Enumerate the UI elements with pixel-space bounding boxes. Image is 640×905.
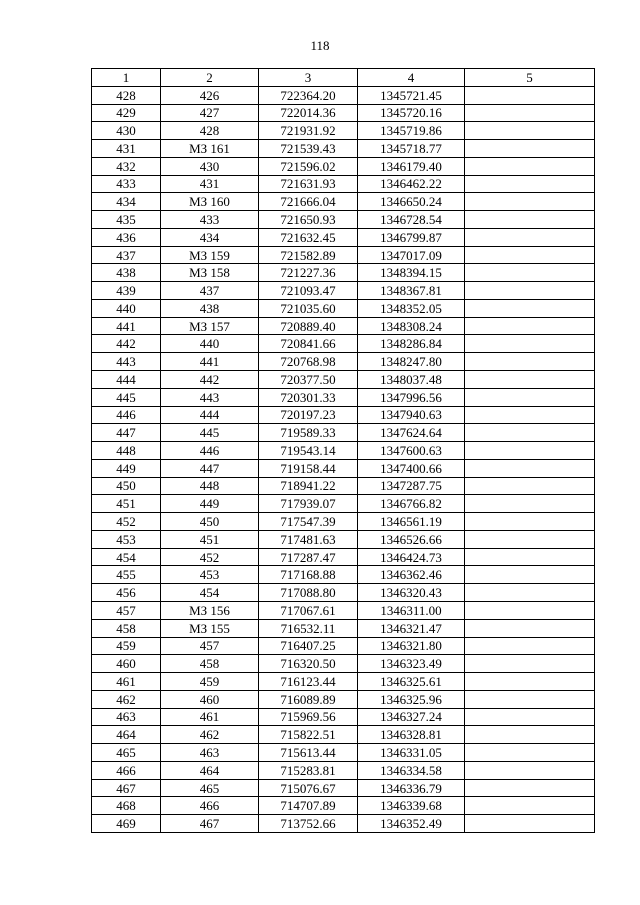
table-cell-col-5 [465,86,595,104]
header-cell-1: 1 [92,69,161,87]
table-cell-col-5 [465,548,595,566]
table-cell-col-4: 1346352.49 [358,815,465,833]
table-cell-col-2: 464 [161,761,259,779]
table-cell-col-3: 713752.66 [259,815,358,833]
table-row [92,548,595,566]
table-cell-col-5 [465,122,595,140]
table-cell-col-2: 443 [161,388,259,406]
table-cell-col-3: 720768.98 [259,353,358,371]
table-cell-col-2: 463 [161,744,259,762]
table-cell-col-3: 721093.47 [259,282,358,300]
table-body [92,86,595,832]
table-cell-col-2: 430 [161,157,259,175]
table-cell-col-1: 441 [92,317,161,335]
table-cell-col-4: 1346650.24 [358,193,465,211]
table-cell-col-3: 722364.20 [259,86,358,104]
page-number: 118 [310,38,330,53]
table-row [92,459,595,477]
table-row [92,193,595,211]
table-cell-col-3: 721596.02 [259,157,358,175]
table-cell-col-3: 715076.67 [259,779,358,797]
table-row [92,86,595,104]
table-cell-col-3: 721632.45 [259,228,358,246]
table-cell-col-1: 431 [92,140,161,158]
table-cell-col-4: 1348247.80 [358,353,465,371]
table-cell-col-5 [465,299,595,317]
table-row [92,655,595,673]
table-cell-col-4: 1347017.09 [358,246,465,264]
table-cell-col-4: 1346336.79 [358,779,465,797]
table-row [92,744,595,762]
table-cell-col-5 [465,815,595,833]
table-cell-col-3: 720841.66 [259,335,358,353]
table-cell-col-1: 439 [92,282,161,300]
header-cell-3: 3 [259,69,358,87]
table-cell-col-3: 717287.47 [259,548,358,566]
table-cell-col-4: 1347287.75 [358,477,465,495]
table-cell-col-1: 455 [92,566,161,584]
table-cell-col-4: 1346334.58 [358,761,465,779]
table-cell-col-1: 460 [92,655,161,673]
table-cell-col-3: 716089.89 [259,690,358,708]
table-cell-col-4: 1348037.48 [358,371,465,389]
table-cell-col-3: 720197.23 [259,406,358,424]
table-cell-col-3: 721666.04 [259,193,358,211]
table-cell-col-1: 435 [92,211,161,229]
table-cell-col-2: 447 [161,459,259,477]
table-cell-col-4: 1346728.54 [358,211,465,229]
table-cell-col-2: 465 [161,779,259,797]
table-row [92,388,595,406]
table-cell-col-3: 719543.14 [259,442,358,460]
table-cell-col-3: 721539.43 [259,140,358,158]
table-cell-col-2: 442 [161,371,259,389]
table-cell-col-4: 1346321.80 [358,637,465,655]
table-cell-col-2: МЗ 159 [161,246,259,264]
table-cell-col-3: 717481.63 [259,530,358,548]
table-cell-col-1: 453 [92,530,161,548]
table-cell-col-4: 1346321.47 [358,619,465,637]
table-cell-col-2: 428 [161,122,259,140]
table-cell-col-5 [465,228,595,246]
table-cell-col-3: 717547.39 [259,513,358,531]
table-cell-col-4: 1345719.86 [358,122,465,140]
table-row [92,104,595,122]
table-cell-col-2: 426 [161,86,259,104]
table-cell-col-2: 460 [161,690,259,708]
table-cell-col-2: 433 [161,211,259,229]
table-cell-col-1: 446 [92,406,161,424]
table-cell-col-3: 719158.44 [259,459,358,477]
table-row [92,353,595,371]
table-cell-col-5 [465,495,595,513]
table-cell-col-5 [465,655,595,673]
table-cell-col-5 [465,477,595,495]
table-cell-col-5 [465,193,595,211]
table-cell-col-5 [465,761,595,779]
table-cell-col-3: 717939.07 [259,495,358,513]
table-cell-col-4: 1347940.63 [358,406,465,424]
table-cell-col-2: 454 [161,584,259,602]
table-cell-col-4: 1346462.22 [358,175,465,193]
table-cell-col-2: 446 [161,442,259,460]
table-cell-col-4: 1346179.40 [358,157,465,175]
table-row [92,299,595,317]
table-row [92,495,595,513]
table-cell-col-3: 715822.51 [259,726,358,744]
table-cell-col-2: МЗ 160 [161,193,259,211]
table-cell-col-1: 461 [92,673,161,691]
table-cell-col-1: 466 [92,761,161,779]
table-row [92,442,595,460]
table-cell-col-3: 719589.33 [259,424,358,442]
table-row [92,371,595,389]
table-cell-col-5 [465,264,595,282]
table-cell-col-3: 716407.25 [259,637,358,655]
table-cell-col-5 [465,388,595,406]
table-cell-col-1: 434 [92,193,161,211]
table-row [92,761,595,779]
table-row [92,566,595,584]
table-cell-col-1: 432 [92,157,161,175]
table-cell-col-3: 715969.56 [259,708,358,726]
table-cell-col-5 [465,246,595,264]
table-row [92,779,595,797]
table-cell-col-2: МЗ 156 [161,601,259,619]
table-row [92,815,595,833]
table-row [92,122,595,140]
table-cell-col-4: 1348352.05 [358,299,465,317]
table-row [92,673,595,691]
table-cell-col-4: 1348308.24 [358,317,465,335]
table-cell-col-1: 436 [92,228,161,246]
table-cell-col-2: 457 [161,637,259,655]
table-cell-col-4: 1346424.73 [358,548,465,566]
table-cell-col-4: 1346328.81 [358,726,465,744]
table-cell-col-3: 717067.61 [259,601,358,619]
table-cell-col-2: 466 [161,797,259,815]
table-cell-col-4: 1346331.05 [358,744,465,762]
table-cell-col-2: 444 [161,406,259,424]
table-cell-col-2: 448 [161,477,259,495]
table-cell-col-5 [465,211,595,229]
table-row [92,140,595,158]
table-cell-col-1: 454 [92,548,161,566]
table-cell-col-1: 447 [92,424,161,442]
table-row [92,637,595,655]
table-cell-col-5 [465,566,595,584]
table-cell-col-3: 715283.81 [259,761,358,779]
table-row [92,513,595,531]
coordinates-table [91,68,595,833]
table-cell-col-3: 717168.88 [259,566,358,584]
table-cell-col-5 [465,353,595,371]
table-row [92,282,595,300]
table-cell-col-2: МЗ 158 [161,264,259,282]
table-cell-col-5 [465,459,595,477]
table-cell-col-2: 438 [161,299,259,317]
table-cell-col-5 [465,744,595,762]
table-row [92,708,595,726]
table-cell-col-5 [465,584,595,602]
table-cell-col-5 [465,779,595,797]
table-row [92,601,595,619]
table-cell-col-2: 467 [161,815,259,833]
table-cell-col-2: 449 [161,495,259,513]
table-row [92,317,595,335]
table-cell-col-1: 452 [92,513,161,531]
header-row [92,69,595,87]
table-cell-col-3: 720301.33 [259,388,358,406]
table-cell-col-4: 1347400.66 [358,459,465,477]
table-cell-col-5 [465,530,595,548]
table-cell-col-4: 1346327.24 [358,708,465,726]
table-cell-col-4: 1345720.16 [358,104,465,122]
table-cell-col-5 [465,140,595,158]
table-cell-col-5 [465,104,595,122]
table-cell-col-5 [465,619,595,637]
table-cell-col-1: 459 [92,637,161,655]
table-cell-col-5 [465,371,595,389]
table-cell-col-4: 1346766.82 [358,495,465,513]
table-cell-col-2: МЗ 155 [161,619,259,637]
table-cell-col-3: 721582.89 [259,246,358,264]
table-cell-col-1: 469 [92,815,161,833]
table-cell-col-2: МЗ 157 [161,317,259,335]
table-cell-col-4: 1348286.84 [358,335,465,353]
table-cell-col-3: 715613.44 [259,744,358,762]
table-cell-col-5 [465,673,595,691]
table-cell-col-4: 1347996.56 [358,388,465,406]
table-cell-col-4: 1346799.87 [358,228,465,246]
table-row [92,797,595,815]
table-row [92,690,595,708]
table-cell-col-5 [465,690,595,708]
table-row [92,228,595,246]
table-cell-col-1: 443 [92,353,161,371]
table-cell-col-1: 437 [92,246,161,264]
table-cell-col-1: 442 [92,335,161,353]
table-cell-col-2: 458 [161,655,259,673]
table-cell-col-5 [465,175,595,193]
table-cell-col-3: 721650.93 [259,211,358,229]
table-cell-col-4: 1346323.49 [358,655,465,673]
table-cell-col-1: 448 [92,442,161,460]
table-cell-col-4: 1346339.68 [358,797,465,815]
table-row [92,619,595,637]
table-row [92,530,595,548]
table-cell-col-4: 1346325.61 [358,673,465,691]
table-cell-col-2: 462 [161,726,259,744]
table-cell-col-2: 445 [161,424,259,442]
table-cell-col-5 [465,797,595,815]
table-row [92,246,595,264]
table-cell-col-3: 718941.22 [259,477,358,495]
table-cell-col-4: 1345721.45 [358,86,465,104]
table-cell-col-2: 434 [161,228,259,246]
table-cell-col-5 [465,513,595,531]
table-cell-col-2: МЗ 161 [161,140,259,158]
table-cell-col-2: 459 [161,673,259,691]
table-cell-col-5 [465,442,595,460]
table-row [92,175,595,193]
table-cell-col-1: 457 [92,601,161,619]
table-cell-col-5 [465,424,595,442]
table-cell-col-5 [465,601,595,619]
table-cell-col-4: 1346526.66 [358,530,465,548]
table-cell-col-5 [465,708,595,726]
table-cell-col-4: 1348394.15 [358,264,465,282]
table-cell-col-1: 440 [92,299,161,317]
table-cell-col-1: 430 [92,122,161,140]
table-row [92,157,595,175]
table-row [92,477,595,495]
table-cell-col-1: 438 [92,264,161,282]
table-cell-col-3: 721631.93 [259,175,358,193]
table-cell-col-1: 444 [92,371,161,389]
table-cell-col-1: 449 [92,459,161,477]
table-cell-col-5 [465,406,595,424]
table-cell-col-2: 452 [161,548,259,566]
table-cell-col-5 [465,335,595,353]
table-cell-col-2: 441 [161,353,259,371]
table-cell-col-2: 461 [161,708,259,726]
table-cell-col-2: 440 [161,335,259,353]
table-cell-col-3: 721035.60 [259,299,358,317]
table-cell-col-4: 1348367.81 [358,282,465,300]
table-cell-col-5 [465,637,595,655]
table-cell-col-1: 458 [92,619,161,637]
table-cell-col-1: 450 [92,477,161,495]
header-cell-2: 2 [161,69,259,87]
table-cell-col-2: 427 [161,104,259,122]
table-cell-col-3: 716532.11 [259,619,358,637]
table-cell-col-4: 1347600.63 [358,442,465,460]
table-row [92,424,595,442]
table-cell-col-3: 717088.80 [259,584,358,602]
table-cell-col-2: 453 [161,566,259,584]
table-cell-col-3: 721931.92 [259,122,358,140]
table-row [92,335,595,353]
table-cell-col-4: 1346320.43 [358,584,465,602]
table-header [92,69,595,87]
table-row [92,264,595,282]
table-cell-col-3: 722014.36 [259,104,358,122]
header-cell-5: 5 [465,69,595,87]
table-cell-col-4: 1346362.46 [358,566,465,584]
table-row [92,406,595,424]
header-cell-4: 4 [358,69,465,87]
table-cell-col-1: 456 [92,584,161,602]
table-cell-col-1: 465 [92,744,161,762]
table-cell-col-1: 428 [92,86,161,104]
table-cell-col-1: 429 [92,104,161,122]
table-cell-col-5 [465,726,595,744]
table-cell-col-4: 1346311.00 [358,601,465,619]
table-row [92,726,595,744]
table-cell-col-1: 433 [92,175,161,193]
table-cell-col-5 [465,317,595,335]
table-cell-col-2: 431 [161,175,259,193]
table-cell-col-2: 450 [161,513,259,531]
table-cell-col-4: 1345718.77 [358,140,465,158]
table-cell-col-3: 714707.89 [259,797,358,815]
table-cell-col-4: 1346561.19 [358,513,465,531]
table-row [92,211,595,229]
table-cell-col-1: 445 [92,388,161,406]
table-cell-col-1: 464 [92,726,161,744]
table-cell-col-4: 1347624.64 [358,424,465,442]
table-cell-col-3: 720889.40 [259,317,358,335]
table-cell-col-1: 451 [92,495,161,513]
table-cell-col-3: 716123.44 [259,673,358,691]
table-cell-col-3: 716320.50 [259,655,358,673]
table-cell-col-1: 463 [92,708,161,726]
table-cell-col-2: 451 [161,530,259,548]
table-cell-col-5 [465,157,595,175]
table-cell-col-1: 462 [92,690,161,708]
table-cell-col-2: 437 [161,282,259,300]
table-cell-col-3: 720377.50 [259,371,358,389]
table-cell-col-3: 721227.36 [259,264,358,282]
table-cell-col-1: 467 [92,779,161,797]
table-row [92,584,595,602]
table-cell-col-5 [465,282,595,300]
table-cell-col-4: 1346325.96 [358,690,465,708]
table-cell-col-1: 468 [92,797,161,815]
